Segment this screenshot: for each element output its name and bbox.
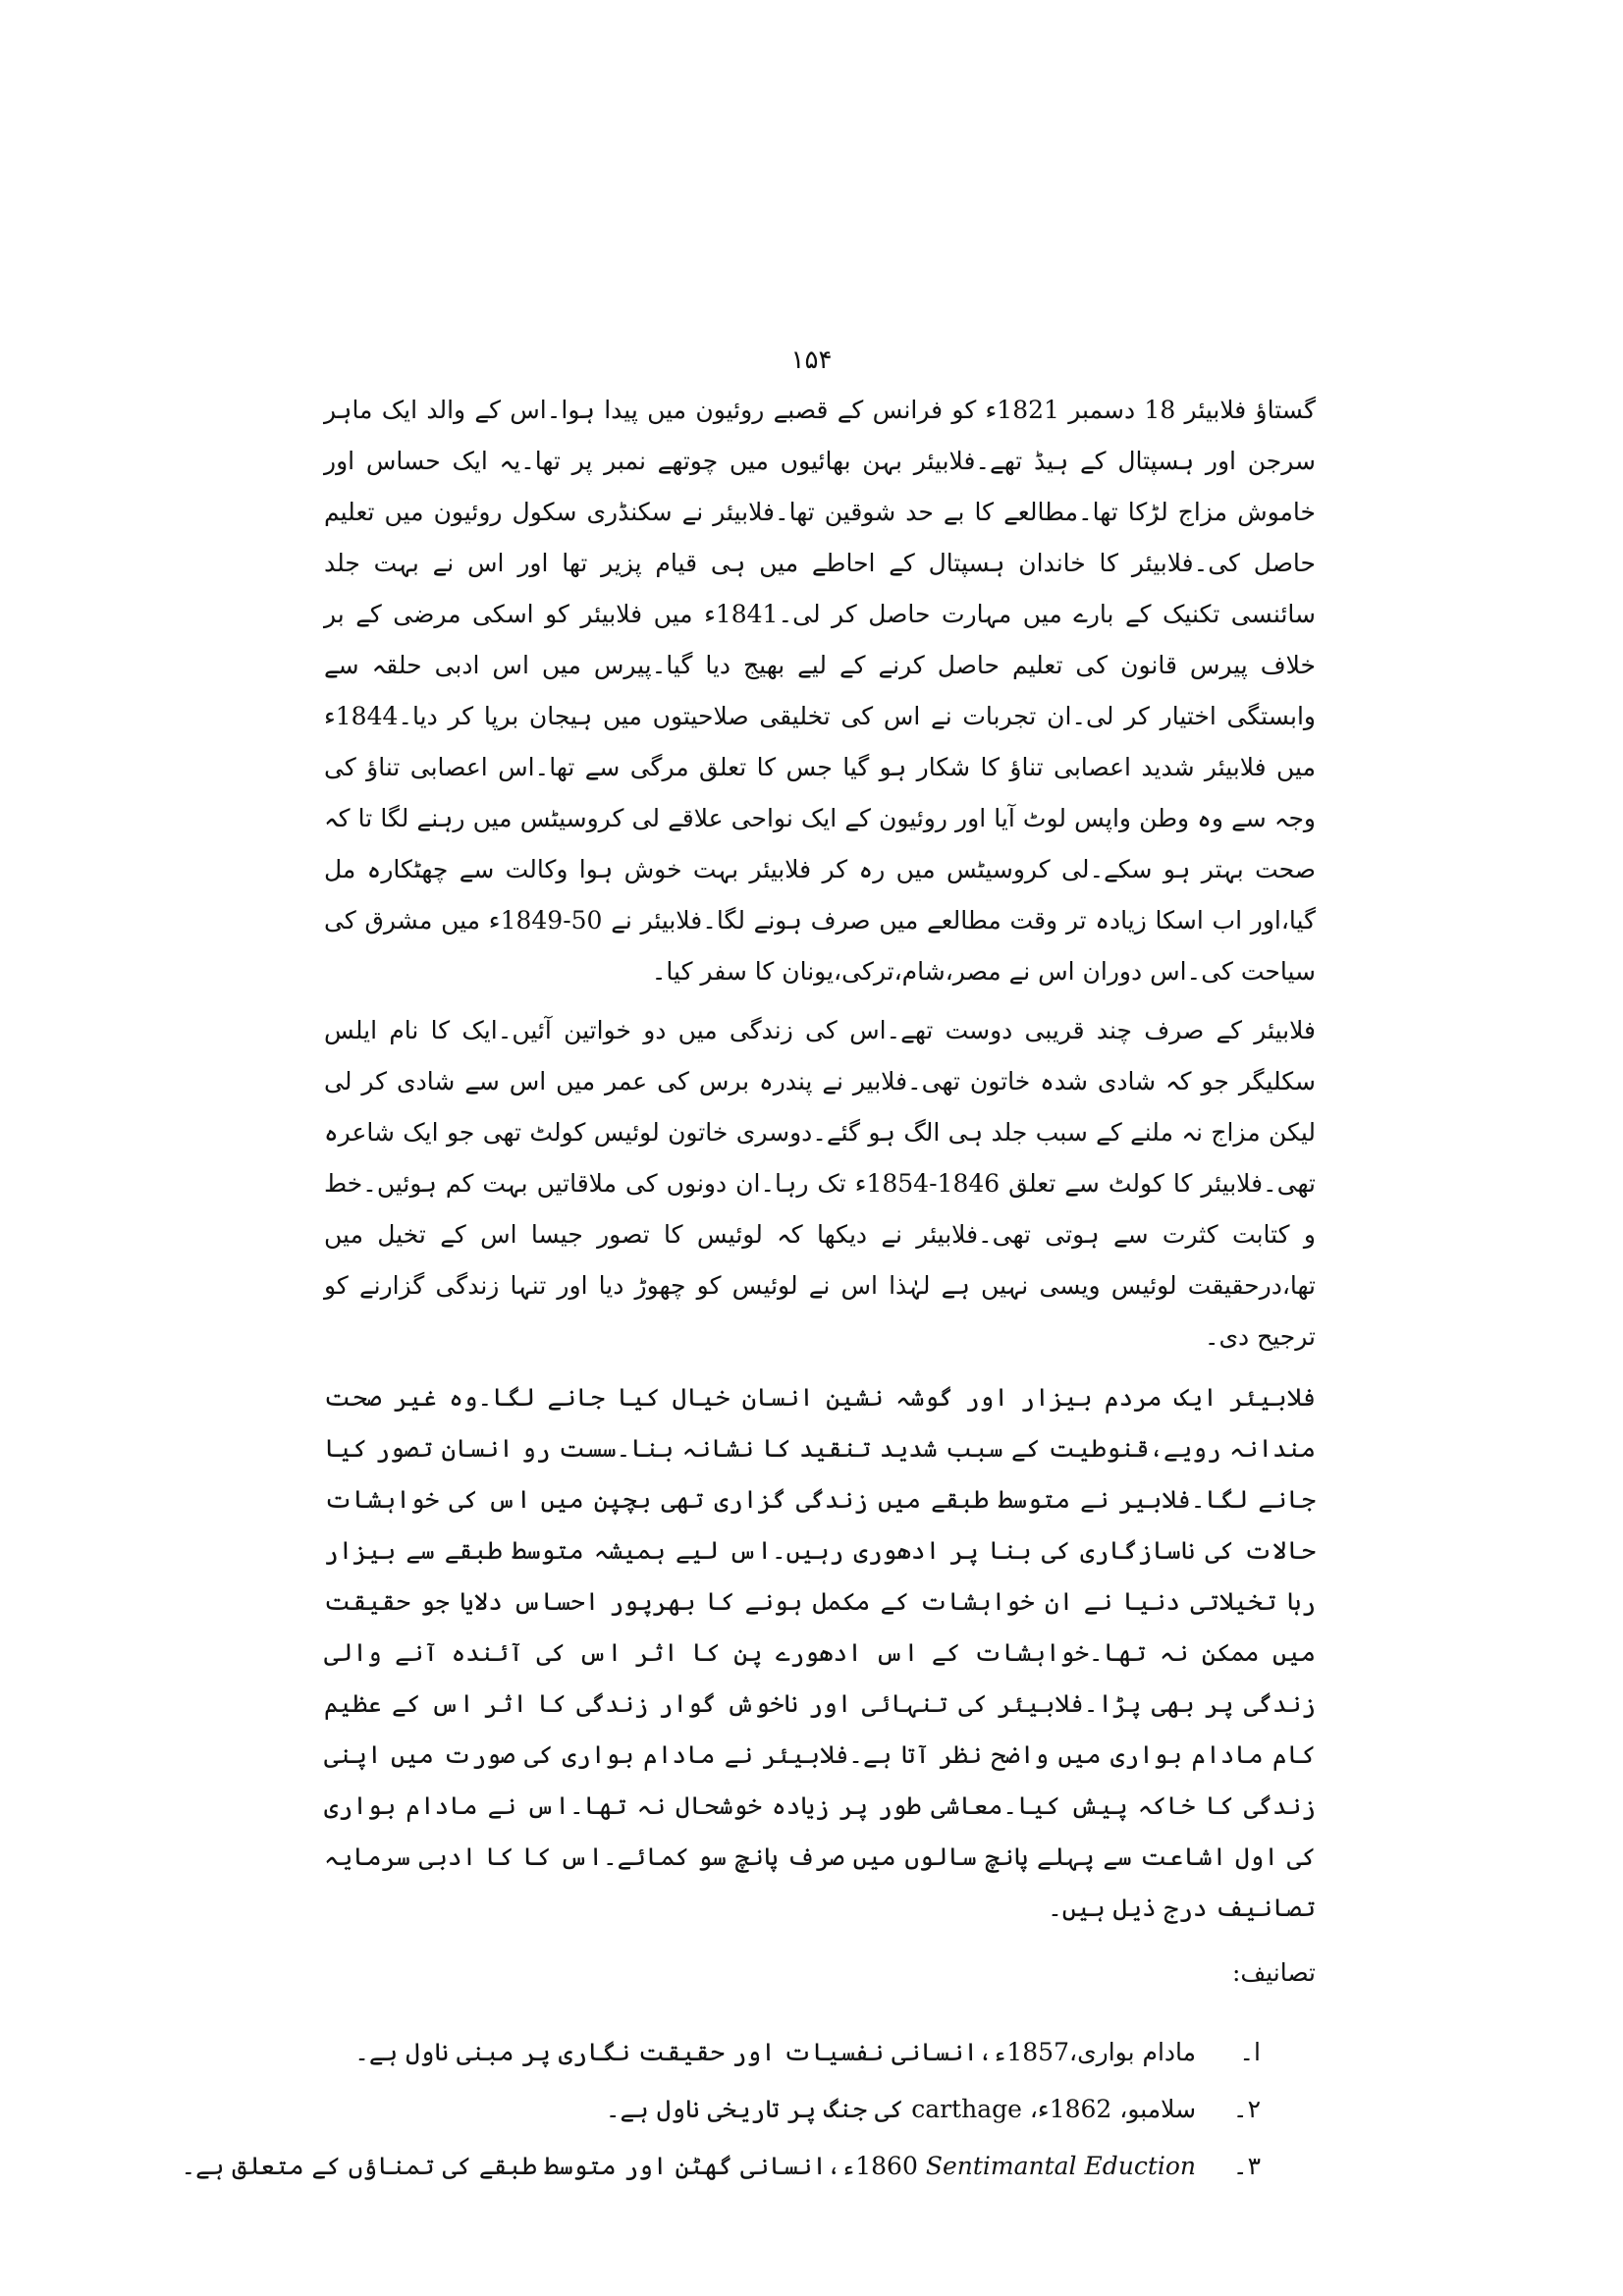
- work-number: ۳۔: [1232, 2152, 1261, 2180]
- work-latin-term: carthage: [911, 2095, 1022, 2123]
- paragraph-biography: گستاؤ فلابیئر 18 دسمبر 1821ء کو فرانس کے قصبے روئیون میں پیدا ہوا۔اس کے والد ایک ماہر سرجن اور ہسپتال کے ہیڈ تھے۔فلابیئر بہن بھائیوں میں چوتھے نمبر پر تھا۔یہ ایک حساس اور خاموش مزاج لڑکا تھا۔مطالعے کا بے حد شوقین تھا۔فلابیئر نے سکنڈری سکول روئیون میں تعلیم حاصل کی۔فلابیئر کا خاندان ہسپتال کے احاطے میں ہی قیام پزیر تھا اور اس نے بہت جلد سائنسی تکنیک کے بارے میں مہارت حاصل کر لی۔1841ء میں فلابیئر کو اسکی مرضی کے بر خلاف پیرس قانون کی تعلیم حاصل کرنے کے لیے بھیج دیا گیا۔پیرس میں اس ادبی حلقہ سے وابستگی اختیار کر لی۔ان تجربات نے اس کی تخلیقی صلاحیتوں میں ہیجان برپا کر دیا۔1844ء میں فلابیئر شدید اعصابی تناؤ کا شکار ہو گیا جس کا تعلق مرگی سے تھا۔اس اعصابی تناؤ کی وجہ سے وہ وطن واپس لوٹ آیا اور روئیون کے ایک نواحی علاقے لی کروسیٹس میں رہنے لگا تا کہ صحت بہتر ہو سکے۔لی کروسیٹس میں رہ کر فلابیئر بہت خوش ہوا وکالت سے چھٹکارہ مل گیا،اور اب اسکا زیادہ تر وقت مطالعے میں صرف ہونے لگا۔فلابیئر نے 50-1849ء میں مشرق کی سیاحت کی۔اس دوران اس نے مصر،شام،ترکی،یونان کا سفر کیا۔: [324, 396, 1316, 986]
- paragraph-relationships: فلابیئر کے صرف چند قریبی دوست تھے۔اس کی زندگی میں دو خواتین آئیں۔ایک کا نام ایلس سکلیگر جو کہ شادی شدہ خاتون تھی۔فلابیر نے پندرہ برس کی عمر میں اس سے شادی کر لی لیکن مزاج نہ ملنے کے سبب جلد ہی الگ ہو گئے۔دوسری خاتون لوئیس کولٹ تھی جو ایک شاعرہ تھی۔فلابیئر کا کولٹ سے تعلق 1846-1854ء تک رہا۔ان دونوں کی ملاقاتیں بہت کم ہوئیں۔خط و کتابت کثرت سے ہوتی تھی۔فلابیئر نے دیکھا کہ لوئیس کا تصور جیسا اس کے تخیل میں تھا،درحقیقت لوئیس ویسی نہیں ہے لہٰذا اس نے لوئیس کو چھوڑ دیا اور تنہا زندگی گزارنے کو ترجیح دی۔: [324, 1016, 1317, 1351]
- work-latin-title: Sentimantal Eduction: [925, 2152, 1197, 2180]
- work-number: ۲۔: [1232, 2095, 1261, 2123]
- works-list: [181, 2024, 1316, 2195]
- paragraph-personality: فلابیئر ایک مردم بیزار اور گوشہ نشین انسان خیال کیا جانے لگا۔وہ غیر صحت مندانہ رویے،قنوطیت کے سبب شدید تنقید کا نشانہ بنا۔سست رو انسان تصور کیا جانے لگا۔فلابیر نے متوسط طبقے میں زندگی گزاری تھی بچپن میں اس کی خواہشات حالات کی ناسازگاری کی بنا پر ادھوری رہیں۔اس لیے ہمیشہ متوسط طبقے سے بیزار رہا تخیلاتی دنیا نے ان خواہشات کے مکمل ہونے کا بھرپور احساس دلایا جو حقیقت میں ممکن نہ تھا۔خواہشات کے اس ادھورے پن کا اثر اس کی آئندہ آنے والی زندگی پر بھی پڑا۔فلابیئر کی تنہائی اور ناخوش گوار زندگی کا اثر اس کے عظیم کام مادام بواری میں واضح نظر آتا ہے۔فلابیئر نے مادام بواری کی صورت میں اپنی زندگی کا خاکہ پیش کیا۔معاشی طور پر زیادہ خوشحال نہ تھا۔اس نے مادام بواری کی اول اشاعت سے پہلے پانچ سالوں میں صرف پانچ سو کمائے۔اس کا کا ادبی سرمایہ تصانیف درج ذیل ہیں۔: [324, 1383, 1316, 1922]
- work-item-2: [324, 2081, 1261, 2138]
- work-item-3: [181, 2138, 1261, 2195]
- work-number: ا۔: [1239, 2038, 1261, 2066]
- work-description: مادام بواری،1857ء،انسانی نفسیات اور حقیقت نگاری پر مبنی ناول ہے۔: [354, 2038, 1197, 2066]
- work-title: سلامبو، 1862ء،: [1029, 2095, 1197, 2123]
- works-heading: تصانیف:: [1231, 1958, 1316, 1987]
- work-item-1: [324, 2024, 1261, 2081]
- work-description: 1860ء،انسانی گھٹن اور متوسط طبقے کی تمناؤں کے متعلق ہے۔: [181, 2152, 918, 2180]
- work-description: کی جنگ پر تاریخی ناول ہے۔: [605, 2095, 904, 2123]
- page-body: [181, 385, 1317, 2195]
- page-number: ۱۵۴: [790, 346, 833, 375]
